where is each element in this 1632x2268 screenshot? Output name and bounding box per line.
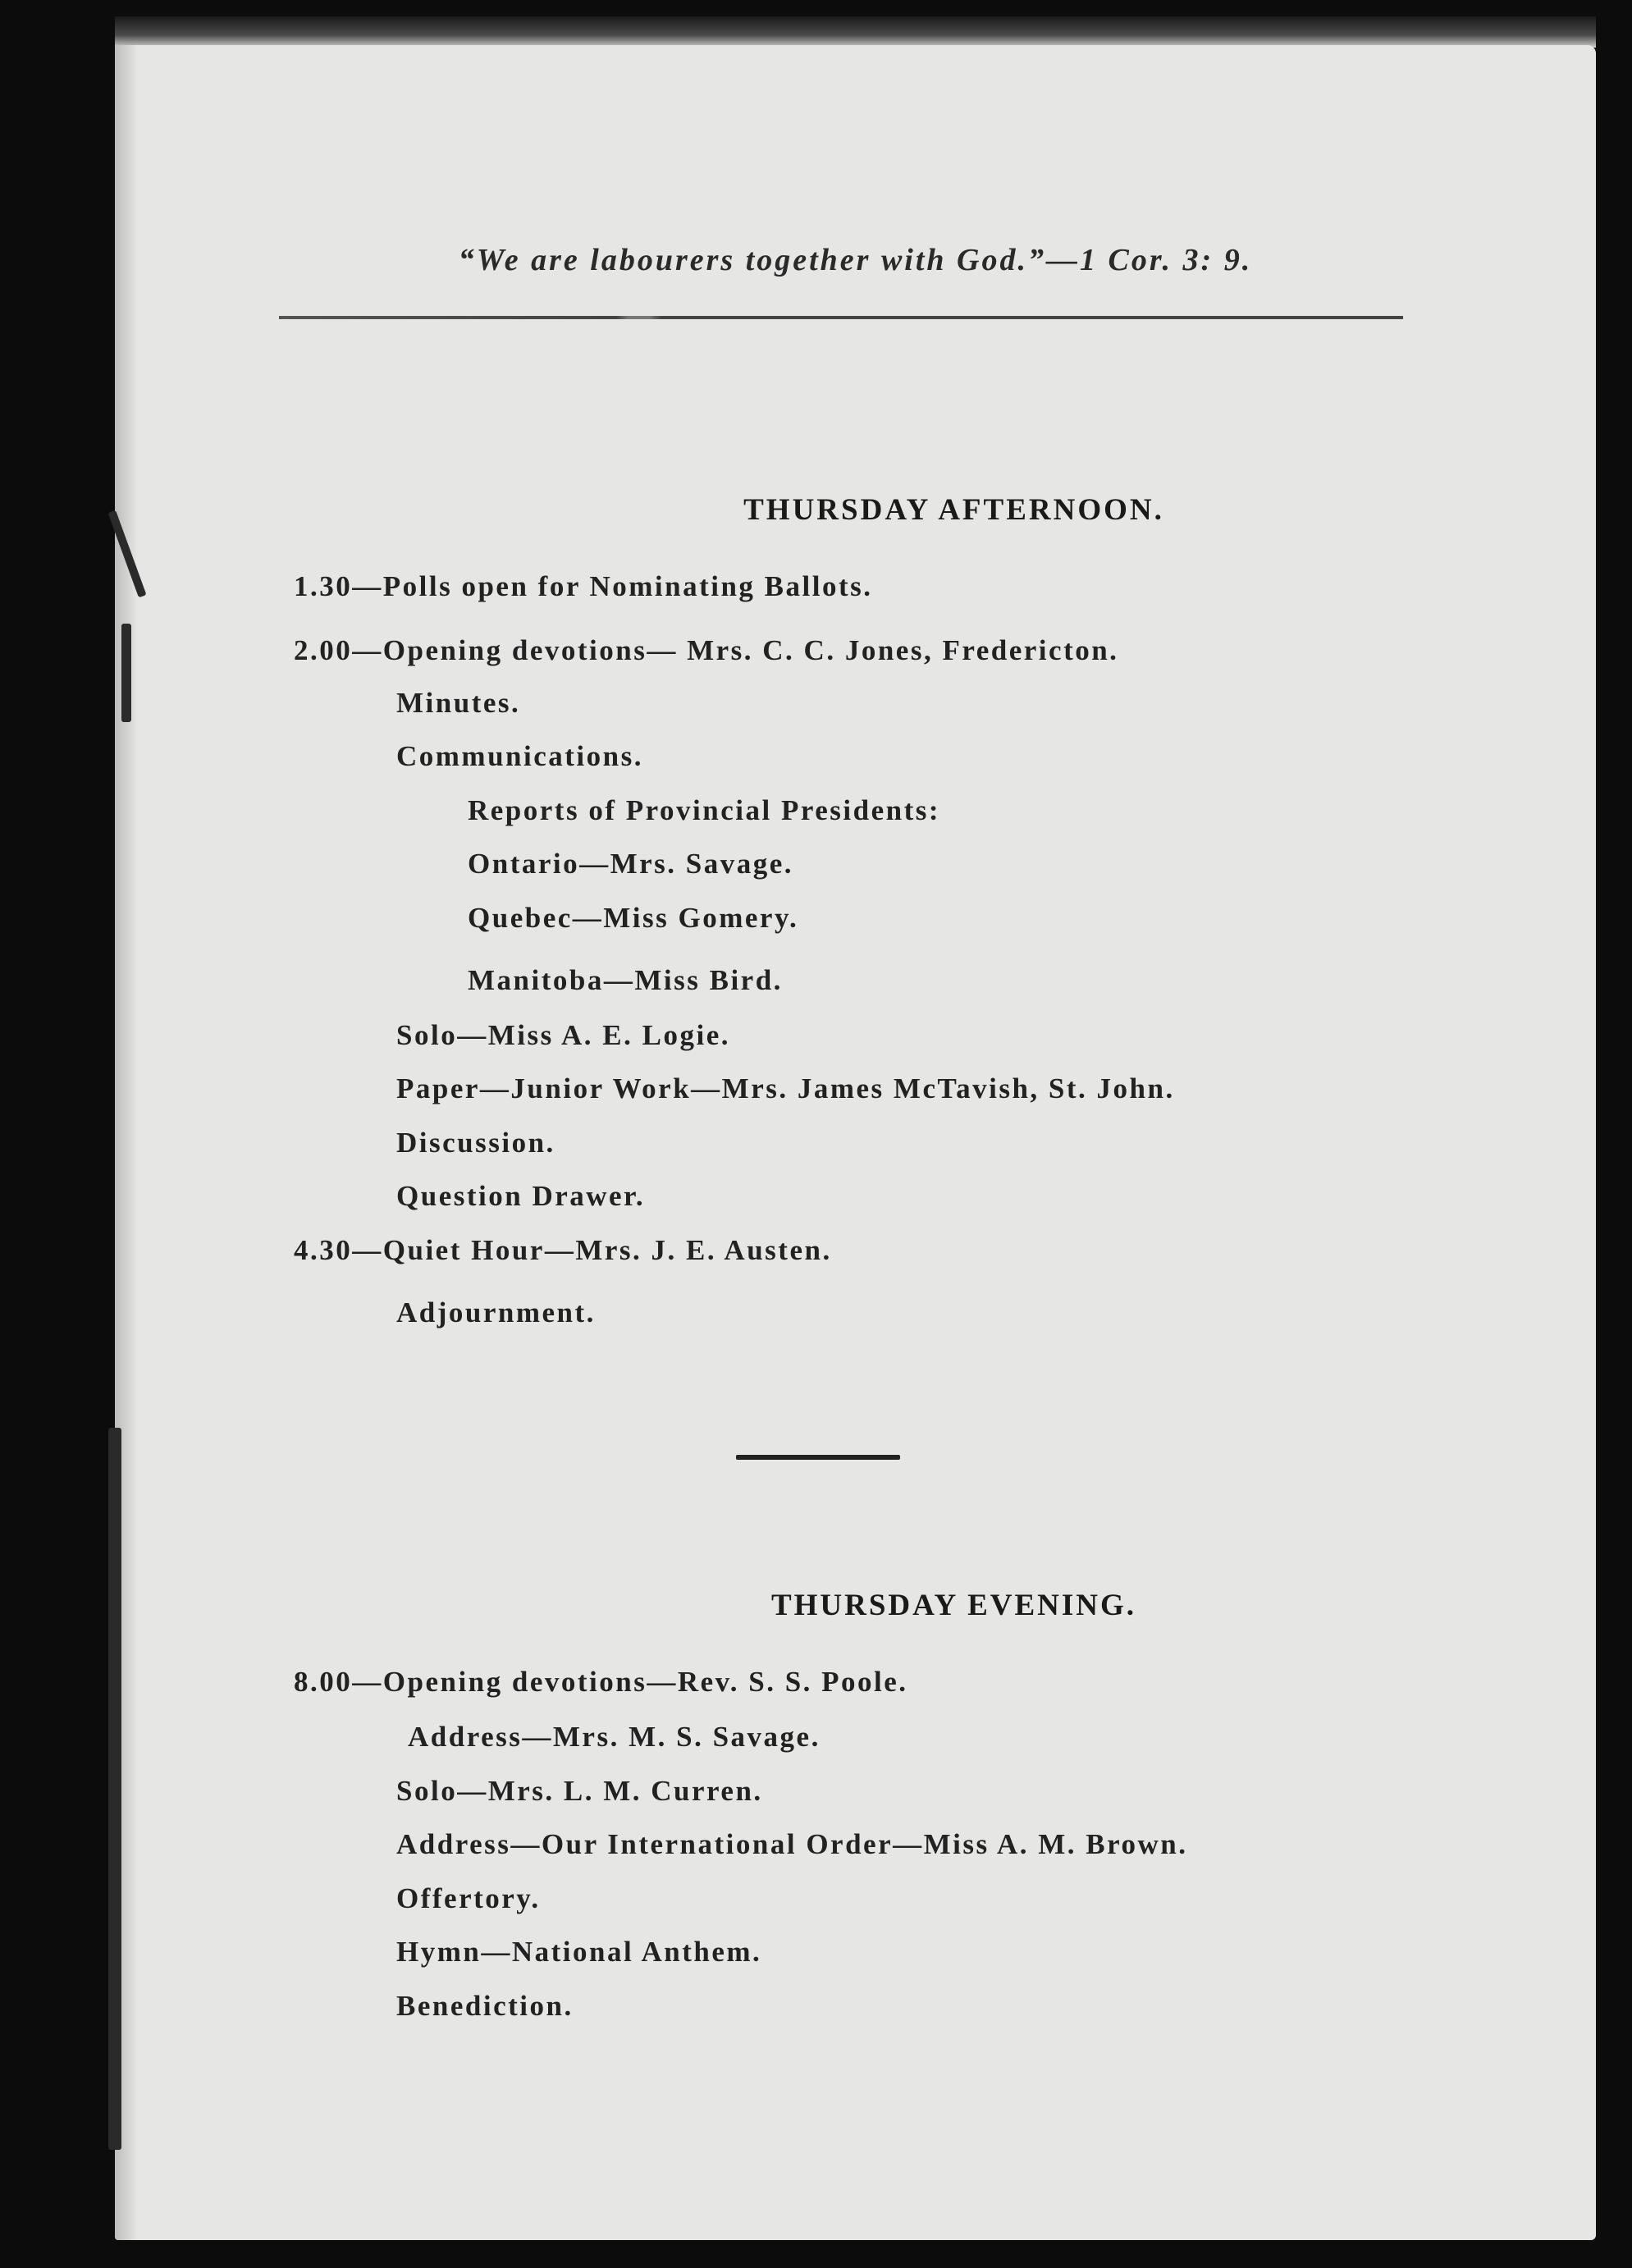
binding-mark	[121, 624, 131, 722]
document-page	[115, 45, 1596, 2240]
program-item: Communications.	[396, 740, 643, 772]
program-item: Ontario—Mrs. Savage.	[468, 848, 794, 880]
program-item: Paper—Junior Work—Mrs. James McTavish, St. John.	[396, 1072, 1175, 1104]
item-text: Polls open for Nominating Ballots.	[382, 570, 873, 602]
epigraph: “We are labourers together with God.”—1 Cor. 3: 9.	[458, 243, 1253, 277]
program-item: 1.30—Polls open for Nominating Ballots.	[294, 570, 873, 602]
item-text: Opening devotions—Rev. S. S. Poole.	[382, 1666, 908, 1698]
page-top-edge	[115, 16, 1596, 48]
program-item: 8.00—Opening devotions—Rev. S. S. Poole.	[294, 1666, 908, 1698]
program-item: Hymn—National Anthem.	[396, 1936, 762, 1968]
program-item: Address—Mrs. M. S. Savage.	[408, 1721, 821, 1753]
program-item: Adjournment.	[396, 1296, 596, 1328]
program-item: Minutes.	[396, 687, 521, 719]
afternoon-heading: THURSDAY AFTERNOON.	[743, 493, 1164, 527]
header-rule	[279, 316, 1403, 319]
program-item: Reports of Provincial Presidents:	[468, 794, 941, 826]
item-time: 8.00	[294, 1666, 353, 1698]
item-time: 4.30	[294, 1234, 353, 1266]
program-item: Benediction.	[396, 1990, 574, 2022]
binding-mark	[108, 1428, 121, 2150]
program-item: Manitoba—Miss Bird.	[468, 964, 783, 996]
program-item: Offertory.	[396, 1882, 541, 1914]
program-item: 2.00—Opening devotions— Mrs. C. C. Jones, Fredericton.	[294, 634, 1119, 666]
section-divider	[736, 1455, 900, 1460]
item-text: Opening devotions— Mrs. C. C. Jones, Fredericton.	[382, 634, 1119, 666]
program-item: Address—Our International Order—Miss A. M. Brown.	[396, 1828, 1188, 1860]
program-item: Discussion.	[396, 1127, 555, 1159]
program-item: 4.30—Quiet Hour—Mrs. J. E. Austen.	[294, 1234, 832, 1266]
evening-heading: THURSDAY EVENING.	[770, 1589, 1137, 1622]
program-item: Solo—Mrs. L. M. Curren.	[396, 1775, 763, 1807]
item-time: 2.00	[294, 634, 353, 666]
item-time: 1.30	[294, 570, 353, 602]
item-text: Quiet Hour—Mrs. J. E. Austen.	[382, 1234, 832, 1266]
program-item: Question Drawer.	[396, 1180, 646, 1212]
program-item: Solo—Miss A. E. Logie.	[396, 1019, 730, 1051]
program-item: Quebec—Miss Gomery.	[468, 902, 799, 934]
